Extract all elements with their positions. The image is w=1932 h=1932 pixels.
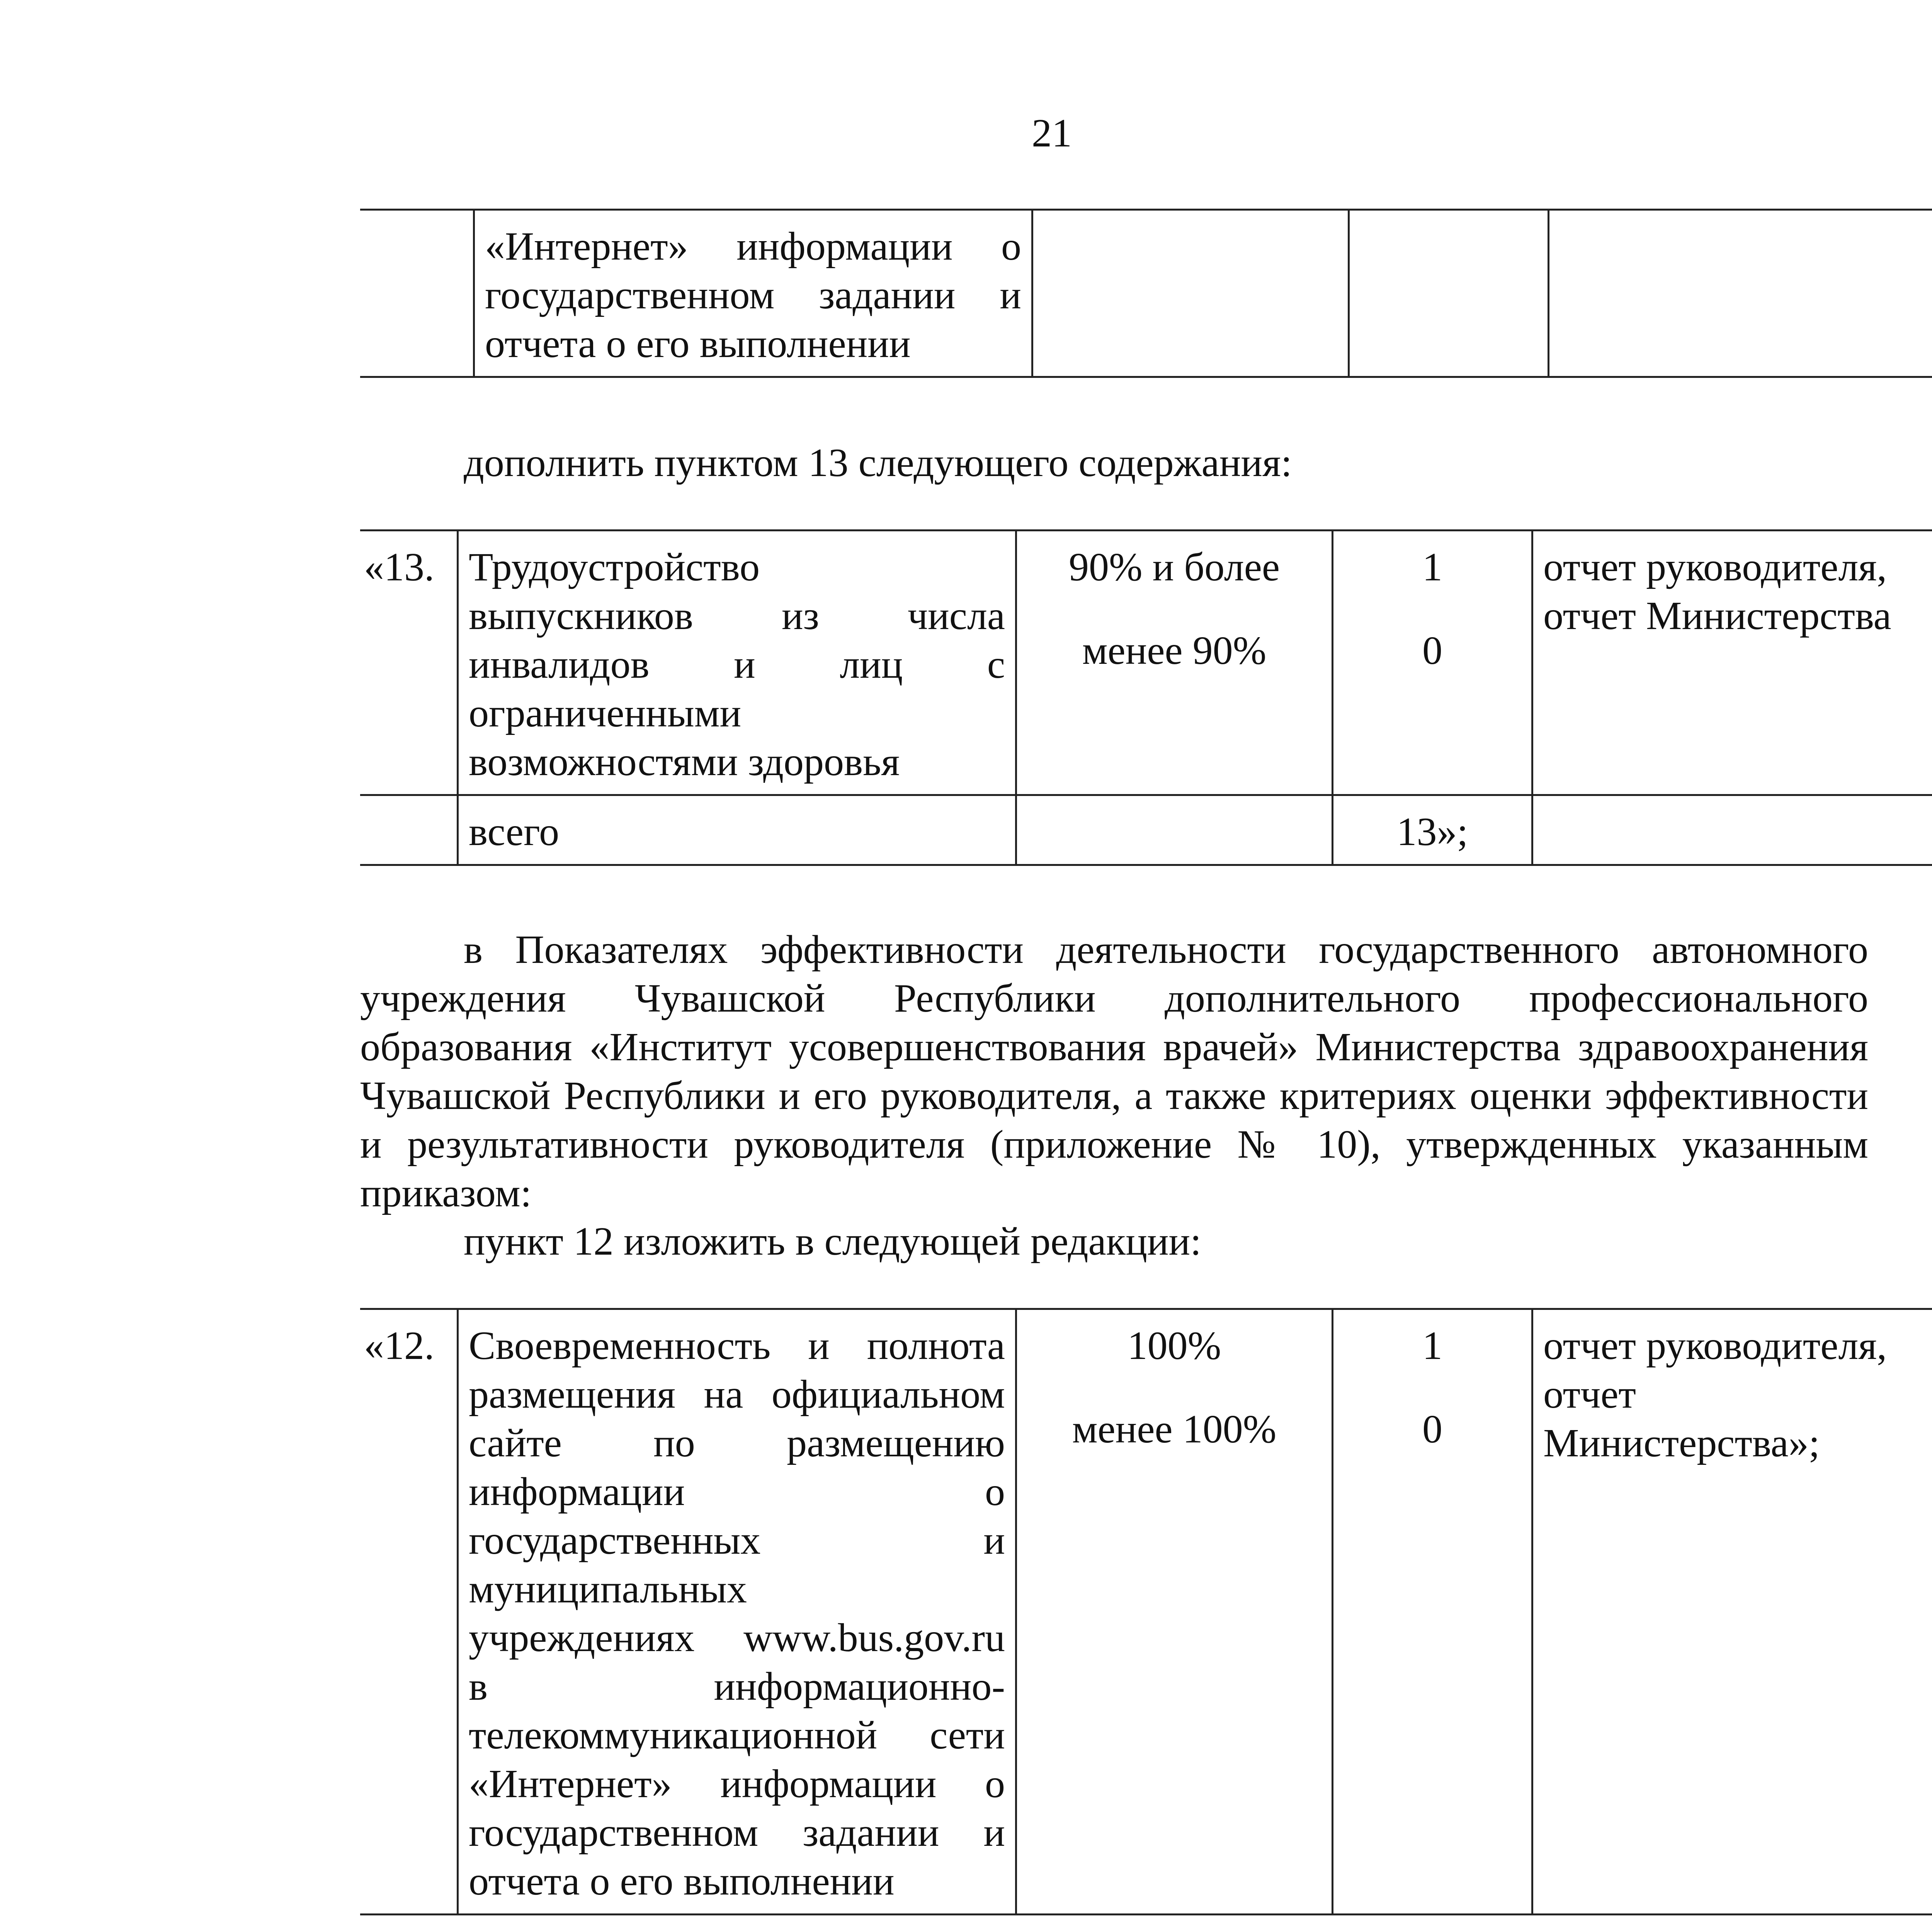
paragraph-line: Чувашской Республики и его руководителя, а также критериях оценки эффективности [360, 1073, 1868, 1118]
item-number: «13. [360, 531, 458, 795]
num-cell [360, 210, 474, 377]
points-value: 1 [1422, 545, 1442, 589]
item-number: «12. [360, 1309, 458, 1915]
table-row [360, 210, 1932, 377]
description-line: телекоммуникационной сети [469, 1713, 1005, 1757]
description-line: Трудоустройство [469, 545, 760, 589]
description-line: муниципальных [469, 1567, 747, 1611]
paragraph-line: в Показателях эффективности деятельности государственного автономного [464, 927, 1868, 972]
points-value: 1 [1422, 1323, 1442, 1368]
description-line: выпускников из числа [469, 594, 1005, 638]
points-cell [1333, 1309, 1532, 1915]
table-row [360, 1309, 1932, 1915]
empty-cell [1532, 795, 1932, 865]
intro-line: дополнить пунктом 13 следующего содержания: [464, 440, 1292, 485]
criteria-value: менее 90% [1082, 628, 1267, 673]
points-cell [1349, 210, 1549, 377]
source-line: отчет руководителя, [1543, 1323, 1887, 1368]
points-value: 0 [1422, 1407, 1442, 1451]
description-line: отчета о его выполнении [485, 321, 911, 366]
description-line: учреждениях www.bus.gov.ru [469, 1616, 1005, 1660]
criteria-value: 100% [1127, 1323, 1221, 1368]
table-item-13 [360, 529, 1932, 866]
criteria-cell [1032, 210, 1349, 377]
table-item-12 [360, 1308, 1932, 1915]
description-line: в информационно- [469, 1664, 1005, 1709]
source-cell [1532, 531, 1932, 795]
source-cell [1549, 210, 1932, 377]
description-line: размещения на официальном [469, 1372, 1005, 1417]
description-line: государственных и [469, 1518, 1005, 1563]
description-line: «Интернет» информации о [485, 224, 1021, 269]
source-line: отчет руководителя, [1543, 545, 1887, 589]
criteria-value: 90% и более [1068, 545, 1280, 589]
paragraph-line: учреждения Чувашской Республики дополнительного профессионального [360, 976, 1868, 1020]
body-paragraph [360, 925, 1868, 1218]
criteria-value: менее 100% [1072, 1407, 1277, 1451]
description-cell [458, 531, 1016, 795]
page-number: 21 [1032, 111, 1072, 155]
description-line: возможностями здоровья [469, 740, 900, 784]
description-cell [458, 1309, 1016, 1915]
source-cell [1532, 1309, 1932, 1915]
total-label: всего [458, 795, 1016, 865]
source-line: отчет Министерства [1543, 594, 1891, 638]
source-line: Министерства»; [1543, 1421, 1820, 1465]
empty-cell [360, 795, 458, 865]
description-cell [474, 210, 1032, 377]
empty-cell [1016, 795, 1333, 865]
source-line: отчет [1543, 1372, 1636, 1417]
paragraph-line: и результативности руководителя (приложение № 10), утвержденных указанным [360, 1122, 1868, 1167]
points-value: 0 [1422, 628, 1442, 673]
intro-line: пункт 12 изложить в следующей редакции: [464, 1219, 1202, 1264]
table-row [360, 531, 1932, 795]
criteria-cell [1016, 1309, 1333, 1915]
description-line: государственном задании и [485, 273, 1021, 317]
table-row-total [360, 795, 1932, 865]
table-continuation [360, 209, 1932, 378]
description-line: инвалидов и лиц с [469, 642, 1005, 687]
description-line: отчета о его выполнении [469, 1859, 895, 1903]
paragraph-line: образования «Институт усовершенствования врачей» Министерства здравоохранения [360, 1025, 1868, 1069]
description-line: «Интернет» информации о [469, 1762, 1005, 1806]
paragraph-line: приказом: [360, 1171, 532, 1215]
criteria-cell [1016, 531, 1333, 795]
description-line: государственном задании и [469, 1810, 1005, 1855]
points-cell [1333, 531, 1532, 795]
description-line: ограниченными [469, 691, 742, 735]
description-line: информации о [469, 1469, 1005, 1514]
total-value: 13»; [1333, 795, 1532, 865]
description-line: сайте по размещению [469, 1421, 1005, 1465]
description-line: Своевременность и полнота [469, 1323, 1005, 1368]
